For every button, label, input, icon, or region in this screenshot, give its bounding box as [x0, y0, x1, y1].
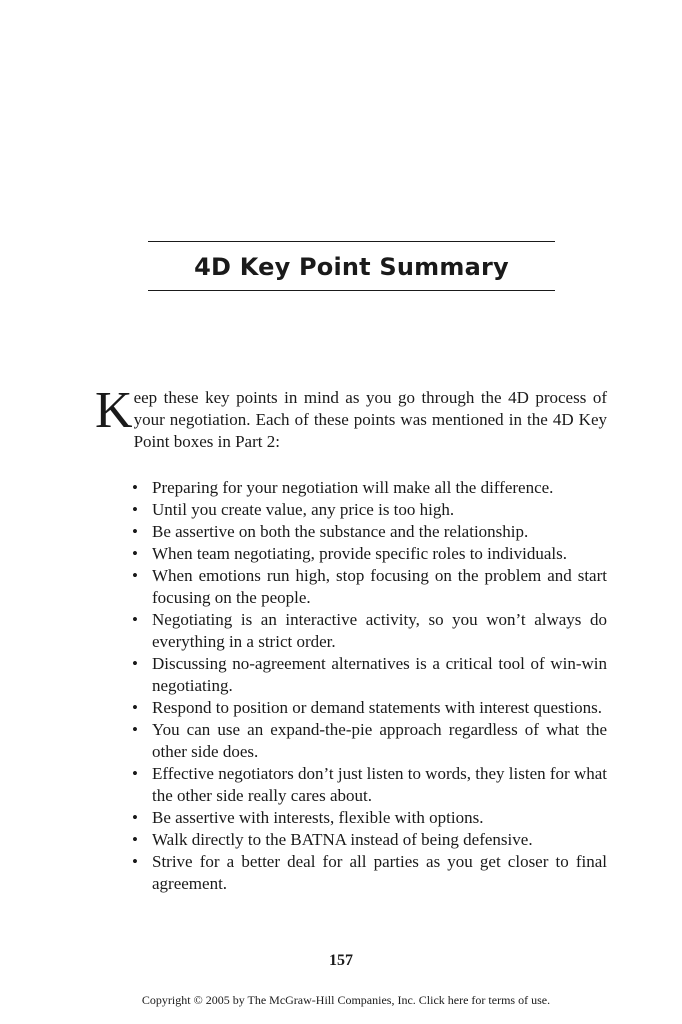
copyright-notice	[0, 993, 682, 1008]
list-item-text: Negotiating is an interactive activity, so you won’t always do everything in a strict order.	[152, 610, 607, 651]
list-item	[130, 719, 607, 763]
list-item-text: Be assertive with interests, flexible with options.	[152, 808, 484, 827]
list-item-text: When emotions run high, stop focusing on the problem and start focusing on the people.	[152, 566, 607, 607]
drop-cap: K	[95, 382, 133, 439]
title-bottom-rule	[148, 290, 555, 291]
title-top-rule	[148, 241, 555, 242]
terms-of-use-link[interactable]: Click here for terms of use.	[418, 993, 551, 1007]
list-item	[130, 653, 607, 697]
copyright-text: Copyright © 2005 by The McGraw-Hill Companies, Inc.	[141, 993, 416, 1007]
list-item-text: Until you create value, any price is too high.	[152, 500, 455, 519]
list-item-text: You can use an expand-the-pie approach regardless of what the other side does.	[152, 720, 607, 761]
page-number: 157	[329, 952, 353, 969]
list-item-text: Strive for a better deal for all parties as you get closer to final agreement.	[152, 852, 607, 893]
list-item-text: Effective negotiators don’t just listen to words, they listen for what the other side really cares about.	[152, 764, 607, 805]
bullet-icon: •	[132, 654, 138, 673]
list-item	[130, 543, 607, 565]
list-item	[130, 499, 607, 521]
bullet-icon: •	[132, 852, 138, 871]
list-item-text: Preparing for your negotiation will make all the difference.	[152, 478, 554, 497]
intro-paragraph	[95, 382, 607, 453]
bullet-icon: •	[132, 610, 138, 629]
intro-text: eep these key points in mind as you go through the 4D process of your negotiation. Each of these points was mentioned in the 4D Key Point boxes in Part 2:	[133, 388, 607, 451]
bullet-icon: •	[132, 566, 138, 585]
list-item	[130, 851, 607, 895]
bullet-icon: •	[132, 500, 138, 519]
key-points-list	[130, 477, 607, 895]
list-item	[130, 807, 607, 829]
list-item	[130, 829, 607, 851]
list-item	[130, 609, 607, 653]
list-item-text: Be assertive on both the substance and the relationship.	[152, 522, 529, 541]
list-item-text: When team negotiating, provide specific roles to individuals.	[152, 544, 567, 563]
bullet-icon: •	[132, 478, 138, 497]
bullet-icon: •	[132, 720, 138, 739]
list-item	[130, 477, 607, 499]
list-item-text: Respond to position or demand statements with interest questions.	[152, 698, 602, 717]
chapter-title: 4D Key Point Summary	[194, 253, 509, 281]
list-item	[130, 763, 607, 807]
list-item-text: Discussing no-agreement alternatives is a critical tool of win-win negotiating.	[152, 654, 607, 695]
bullet-icon: •	[132, 544, 138, 563]
list-item	[130, 565, 607, 609]
list-item-text: Walk directly to the BATNA instead of being defensive.	[152, 830, 533, 849]
bullet-icon: •	[132, 698, 138, 717]
bullet-icon: •	[132, 764, 138, 783]
bullet-icon: •	[132, 808, 138, 827]
bullet-icon: •	[132, 830, 138, 849]
list-item	[130, 521, 607, 543]
bullet-icon: •	[132, 522, 138, 541]
list-item	[130, 697, 607, 719]
